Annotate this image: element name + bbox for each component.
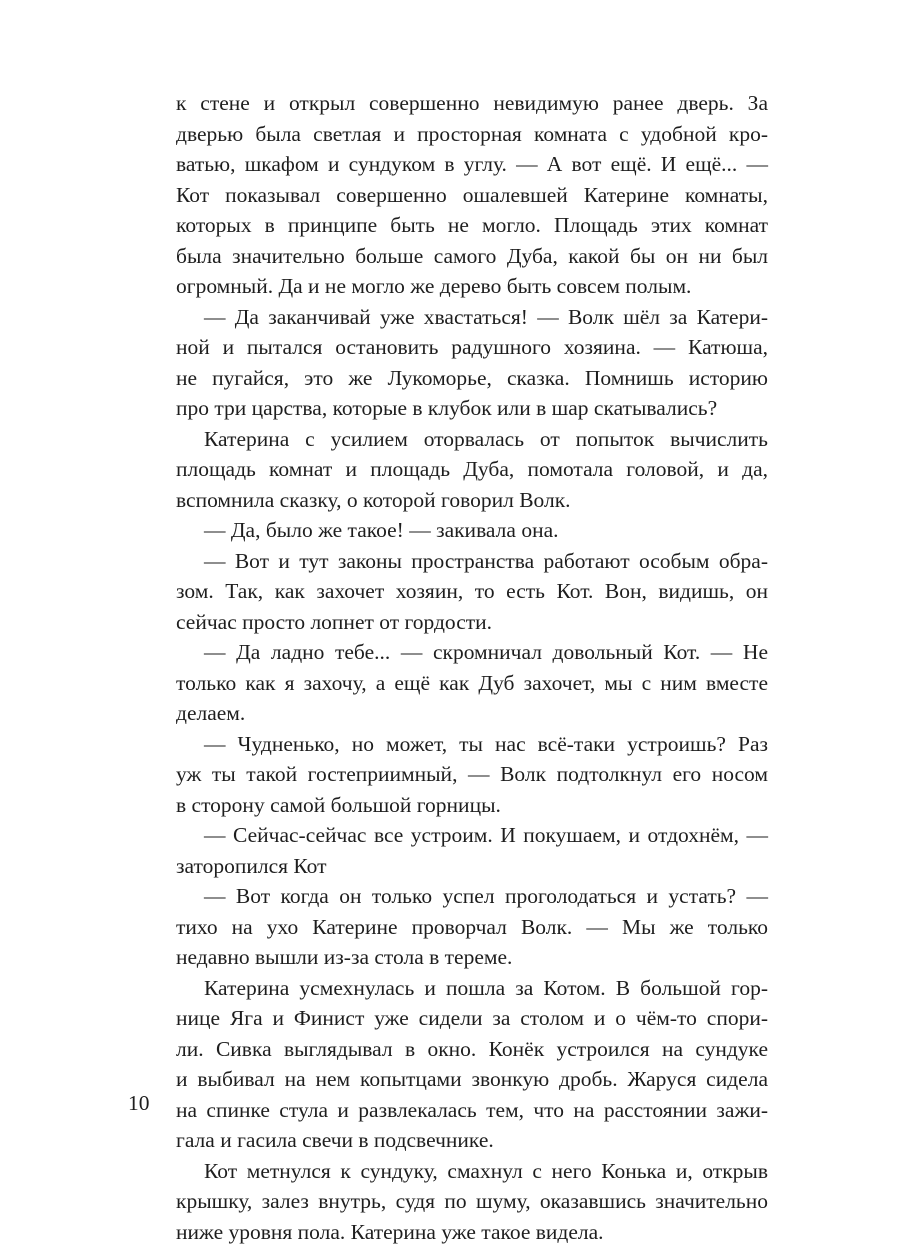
text-line: про три царства, которые в клубок или в шар скатывались? <box>176 393 768 424</box>
text-line: дверью была светлая и просторная комната с удобной кро- <box>176 119 768 150</box>
text-line: — Да, было же такое! — закивала она. <box>176 515 768 546</box>
text-line: Кот метнулся к сундуку, смахнул с него Конька и, открыв <box>176 1156 768 1187</box>
text-line: — Да заканчивай уже хвастаться! — Волк шёл за Катери- <box>176 302 768 333</box>
text-line: и выбивал на нем копытцами звонкую дробь. Жаруся сидела <box>176 1064 768 1095</box>
text-line: к стене и открыл совершенно невидимую ранее дверь. За <box>176 88 768 119</box>
text-line: не пугайся, это же Лукоморье, сказка. Помнишь историю <box>176 363 768 394</box>
text-line: недавно вышли из-за стола в тереме. <box>176 942 768 973</box>
text-line: только как я захочу, а ещё как Дуб захочет, мы с ним вместе <box>176 668 768 699</box>
page-number: 10 <box>128 1088 150 1119</box>
text-line: Катерина усмехнулась и пошла за Котом. В большой гор- <box>176 973 768 1004</box>
text-line: — Чудненько, но может, ты нас всё-таки устроишь? Раз <box>176 729 768 760</box>
text-line: которых в принципе быть не могло. Площадь этих комнат <box>176 210 768 241</box>
text-line: площадь комнат и площадь Дуба, помотала головой, и да, <box>176 454 768 485</box>
text-line: тихо на ухо Катерине проворчал Волк. — Мы же только <box>176 912 768 943</box>
text-line: — Сейчас-сейчас все устроим. И покушаем, и отдохнём, — <box>176 820 768 851</box>
text-line: — Вот и тут законы пространства работают особым обра- <box>176 546 768 577</box>
text-line: гала и гасила свечи в подсвечнике. <box>176 1125 768 1156</box>
text-line: сейчас просто лопнет от гордости. <box>176 607 768 638</box>
text-line: ной и пытался остановить радушного хозяина. — Катюша, <box>176 332 768 363</box>
text-line: делаем. <box>176 698 768 729</box>
text-line: Катерина с усилием оторвалась от попыток вычислить <box>176 424 768 455</box>
text-line: нице Яга и Финист уже сидели за столом и о чём-то спори- <box>176 1003 768 1034</box>
text-line: зом. Так, как захочет хозяин, то есть Кот. Вон, видишь, он <box>176 576 768 607</box>
text-line: ватью, шкафом и сундуком в углу. — А вот ещё. И ещё... — <box>176 149 768 180</box>
text-line: была значительно больше самого Дуба, какой бы он ни был <box>176 241 768 272</box>
text-line: крышку, залез внутрь, судя по шуму, оказавшись значительно <box>176 1186 768 1217</box>
text-line: ниже уровня пола. Катерина уже такое видела. <box>176 1217 768 1247</box>
text-line: заторопился Кот <box>176 851 768 882</box>
text-line: уж ты такой гостеприимный, — Волк подтолкнул его носом <box>176 759 768 790</box>
text-line: огромный. Да и не могло же дерево быть совсем полым. <box>176 271 768 302</box>
text-line: — Да ладно тебе... — скромничал довольный Кот. — Не <box>176 637 768 668</box>
text-line: Кот показывал совершенно ошалевшей Катерине комнаты, <box>176 180 768 211</box>
body-text <box>176 88 768 1247</box>
text-line: вспомнила сказку, о которой говорил Волк. <box>176 485 768 516</box>
text-line: — Вот когда он только успел проголодаться и устать? — <box>176 881 768 912</box>
text-line: ли. Сивка выглядывал в окно. Конёк устроился на сундуке <box>176 1034 768 1065</box>
text-line: в сторону самой большой горницы. <box>176 790 768 821</box>
text-line: на спинке стула и развлекалась тем, что на расстоянии зажи- <box>176 1095 768 1126</box>
